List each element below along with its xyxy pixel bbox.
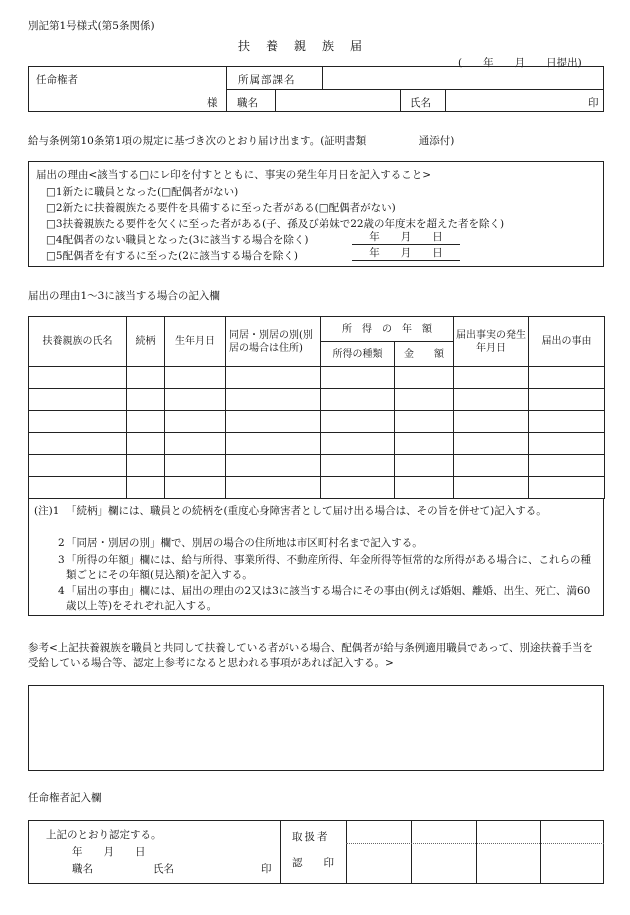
note-2: 「同居・別居の別」欄で、別居の場合の住所地は市区町村名まで記入する。	[66, 537, 423, 549]
note-4-label: 4	[58, 585, 65, 597]
certify-date[interactable]: 年 月 日	[72, 846, 146, 858]
header-dependent-name: 扶養親族の氏名	[29, 317, 127, 367]
reason-1[interactable]: □1新たに職員となった(□配偶者がない)	[46, 186, 239, 198]
position-label: 職名	[237, 97, 258, 109]
header-relation: 続柄	[127, 317, 165, 367]
department-label: 所属部課名	[238, 74, 296, 86]
table-row	[29, 433, 605, 455]
intro-text: 給与条例第10条第1項の規定に基づき次のとおり届け出ます。(証明書類 通添付)	[28, 135, 455, 147]
certify-seal: 印	[261, 863, 272, 875]
name-label: 氏名	[410, 97, 431, 109]
dependents-table	[28, 316, 605, 499]
seal-mark: 印	[588, 97, 599, 109]
appointer-label: 任命権者	[36, 74, 78, 86]
form-id: 別記第1号様式(第5条関係)	[28, 20, 155, 32]
appointer-suffix: 様	[207, 97, 218, 109]
note-2-label: 2	[58, 537, 65, 549]
table-row	[29, 455, 605, 477]
date-submitted: ( 年 月 日提出)	[458, 57, 582, 69]
reason-4-date[interactable]: 年 月 日	[352, 230, 460, 245]
certify-position: 職名	[72, 863, 93, 875]
header-amount: 金 額	[395, 342, 454, 367]
table-row	[29, 477, 605, 499]
approval-seal-label: 認 印	[292, 857, 334, 869]
reason-5[interactable]: □5配偶者を有するに至った(2に該当する場合を除く)	[46, 250, 298, 262]
certify-text: 上記のとおり認定する。	[46, 829, 162, 841]
reasons-heading: 届出の理由<該当する□にレ印を付すとともに、事実の発生年月日を記入すること>	[36, 169, 432, 181]
reason-4[interactable]: □4配偶者のない職員となった(3に該当する場合を除く)	[46, 234, 309, 246]
reference-text: 参考<上記扶養親族を職員と共同して扶養している者がいる場合、配偶者が給与条例適用職員であって、別途扶養手当を受給している場合等、認定上参考になると思われる事項があれば記入する。>	[28, 642, 593, 669]
table-row	[29, 389, 605, 411]
reason-2[interactable]: □2新たに扶養親族たる要件を具備するに至った者がある(□配偶者がない)	[46, 202, 396, 214]
note-3: 「所得の年額」欄には、給与所得、事業所得、不動産所得、年金所得等恒常的な所得がある場合に、これらの種類ごとにその年額(見込額)を記入する。	[66, 554, 591, 581]
handler-label: 取扱者	[292, 831, 330, 843]
note-1-label: (注)1	[34, 505, 60, 517]
table-row	[29, 367, 605, 389]
note-1: 「続柄」欄には、職員との続柄を(重度心身障害者として届け出る場合は、その旨を併せて)記入する。	[66, 505, 547, 517]
table-row	[29, 411, 605, 433]
header-income-type: 所得の種類	[321, 342, 395, 367]
header-reason: 届出の事由	[529, 317, 605, 367]
header-occurrence-date: 届出事実の発生年月日	[454, 317, 529, 367]
reason-3[interactable]: □3扶養親族たる要件を欠くに至った者がある(子、孫及び弟妹で22歳の年度末を超えた者を除く)	[46, 218, 505, 230]
certify-name: 氏名	[153, 863, 174, 875]
page-title: 扶 養 親 族 届	[238, 39, 365, 53]
note-4: 「届出の事由」欄には、届出の理由の2又は3に該当する場合にその事由(例えば婚姻、離婚、出生、死亡、満60歳以上等)をそれぞれ記入する。	[66, 585, 591, 612]
appointer-section-title: 任命権者記入欄	[28, 792, 102, 804]
reason-5-date[interactable]: 年 月 日	[352, 246, 460, 261]
note-3-label: 3	[58, 554, 65, 566]
header-income: 所 得 の 年 額	[321, 317, 454, 342]
header-residence: 同居・別居の別(別居の場合は住所)	[226, 317, 321, 367]
header-birthdate: 生年月日	[165, 317, 226, 367]
reference-entry-box[interactable]	[28, 685, 604, 771]
section-title: 届出の理由1〜3に該当する場合の記入欄	[28, 290, 220, 302]
